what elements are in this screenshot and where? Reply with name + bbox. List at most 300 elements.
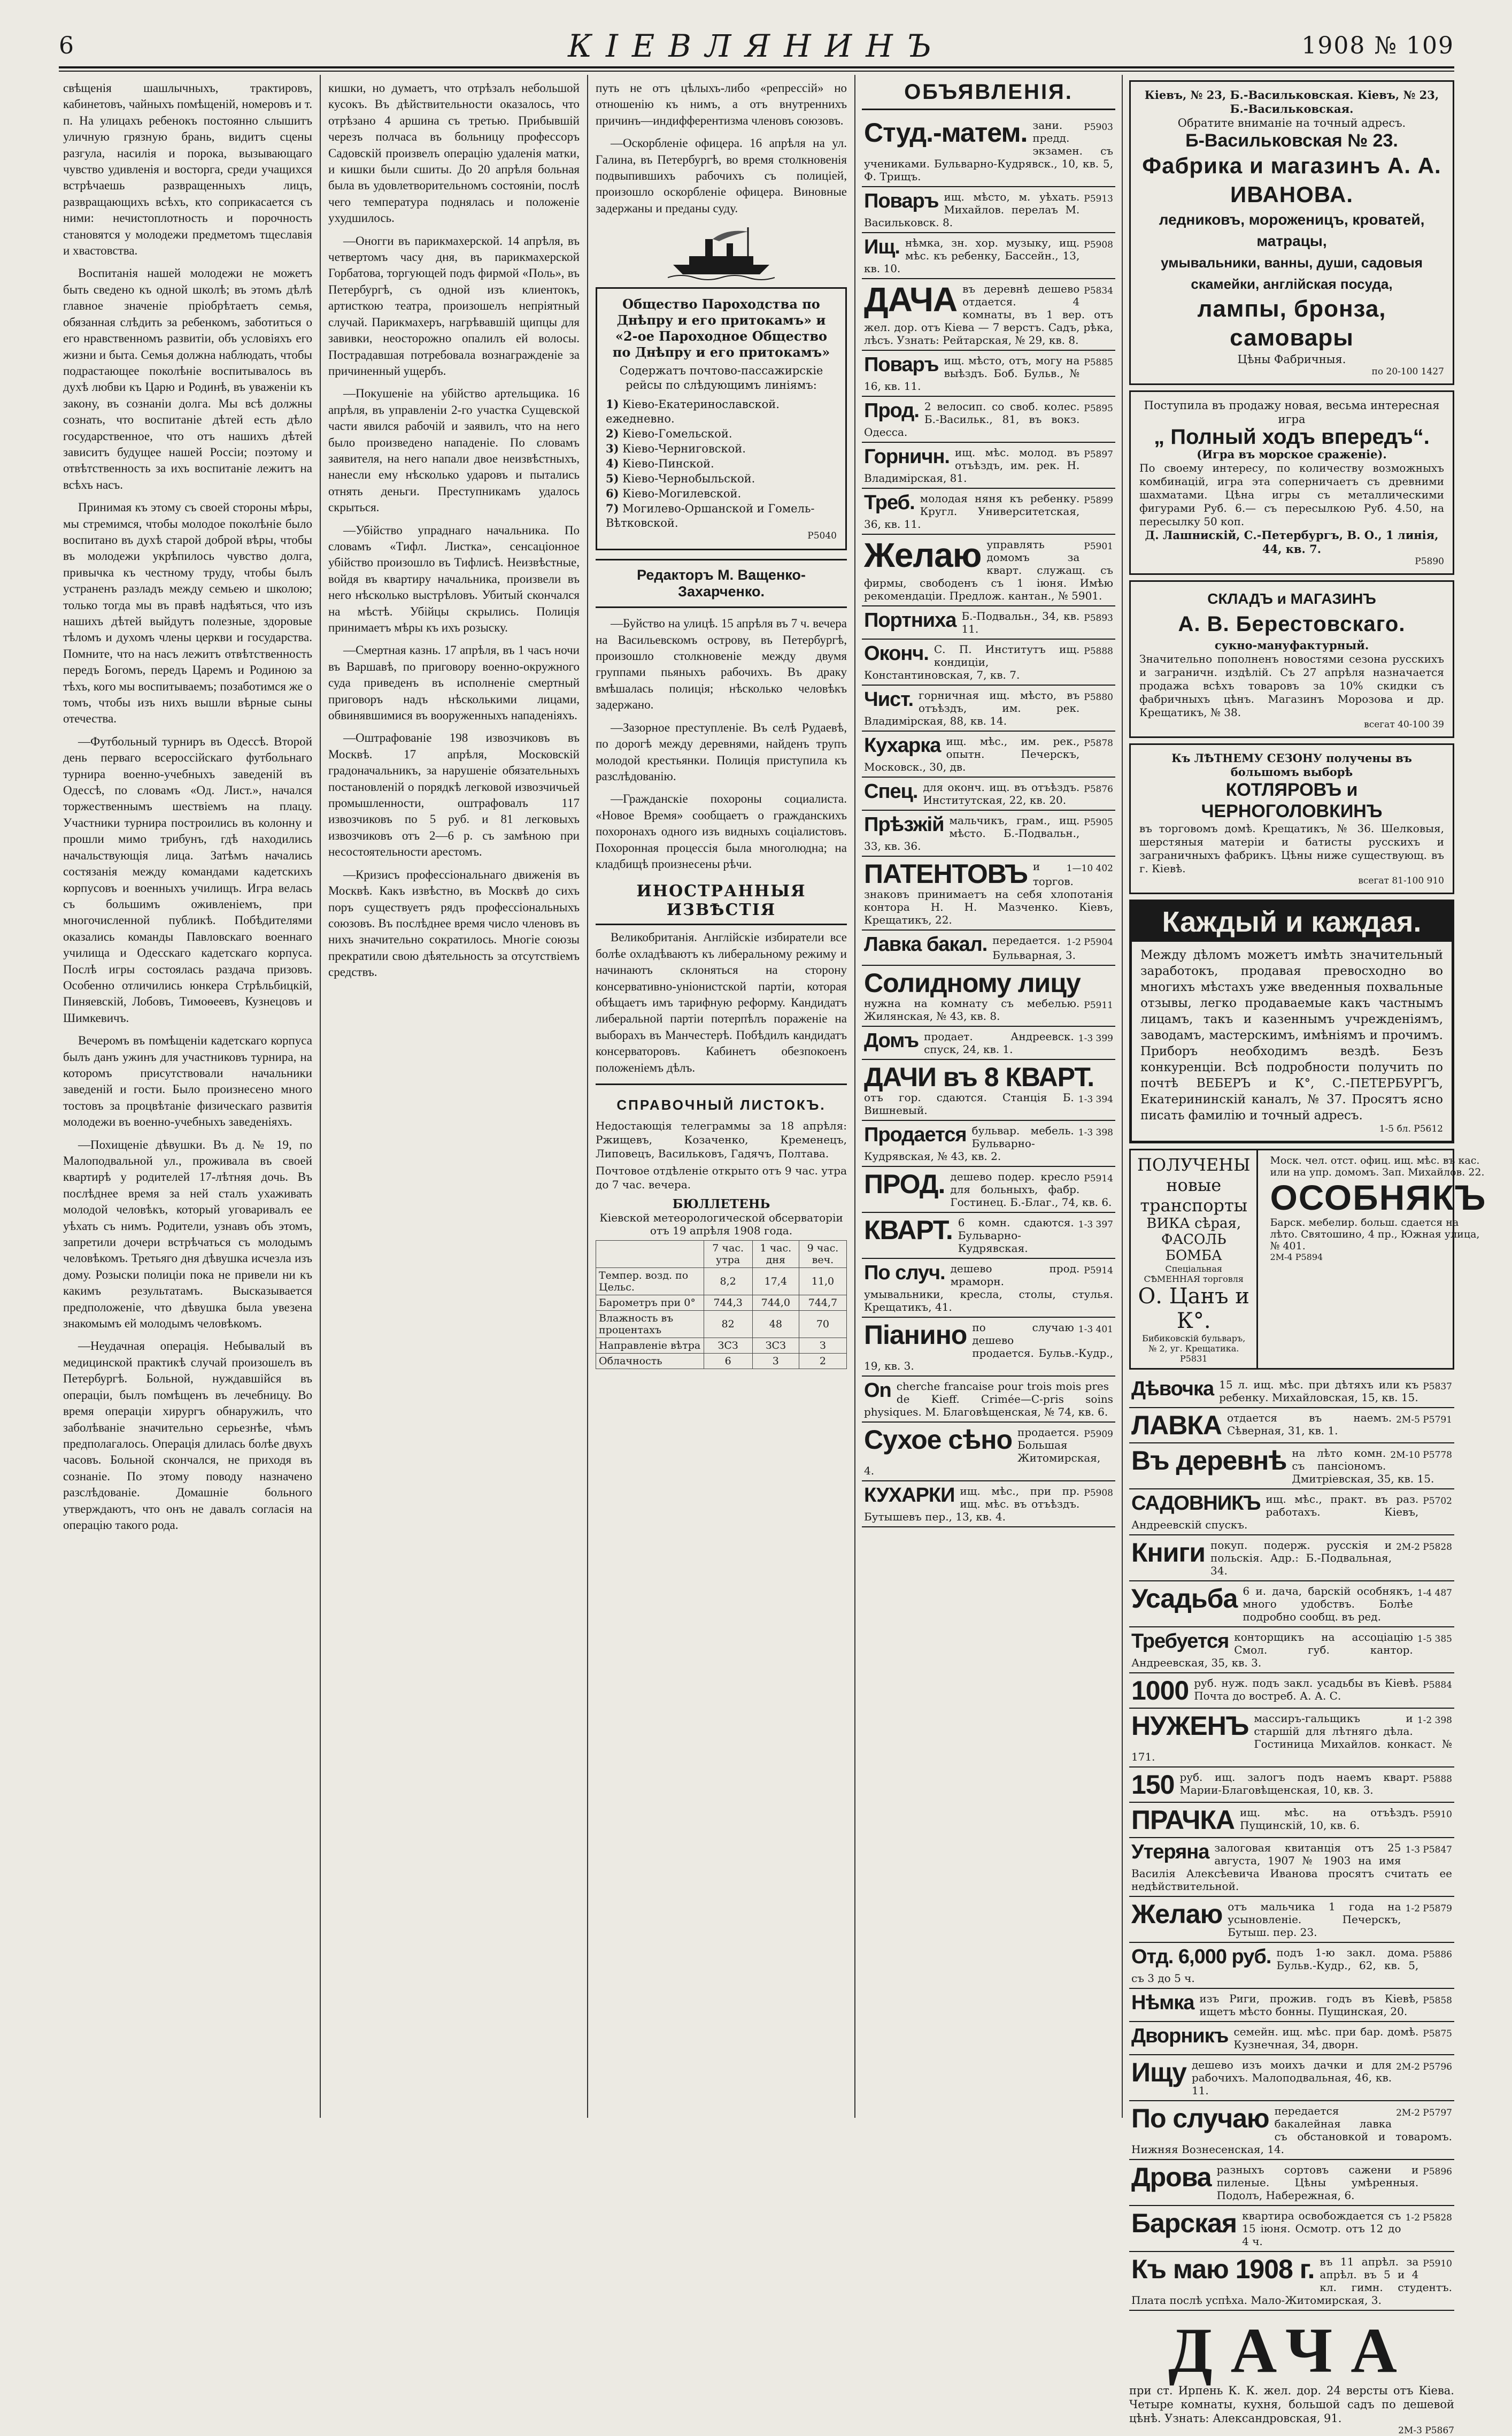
ad-text: 1-2 Р5879 отъ мальчика 1 года на усыновленіе. Печерскъ, Бутыш. пер. 23. — [1228, 1900, 1452, 1939]
ad-text: 2М-2 Р5796 дешево изъ моихъ дачки и для рабочихъ. Малоподвальная, 46, кв. 11. — [1191, 2058, 1452, 2097]
ad-keyword: Дворникъ — [1131, 2025, 1229, 2047]
route-item: 1) Кіево-Екатеринославской. ежедневно. — [606, 397, 780, 426]
article-paragraph: путь не отъ цѣлыхъ-либо «репрессій» но отношенію къ нимъ, а отъ внутреннихъ причинъ—индифферентизма членовъ союзовъ. — [596, 81, 847, 127]
classified-ad — [1129, 2055, 1454, 2101]
kotlyarov-name: КОТЛЯРОВЪ и ЧЕРНОГОЛОВКИНЪ — [1201, 780, 1383, 821]
ad-text: Р5888 руб. ищ. залогъ подъ наемъ кварт. Марии-Благовѣщенская, 10, кв. 3. — [1179, 1771, 1452, 1796]
ad-keyword: Лавка бакал. — [864, 933, 988, 956]
ad-text: 2М-5 Р5791 отдается въ наемъ. Сѣверная, 31, кв. 1. — [1226, 1411, 1452, 1437]
ivanov-firm: Фабрика и магазинъ А. А. ИВАНОВА. — [1142, 153, 1441, 207]
ad-ref: Р5908 — [1084, 240, 1113, 250]
ad-ref: 1-3 401 — [1078, 1324, 1113, 1335]
ad-text: Р5884 руб. нуж. подъ закл. усадьбы въ Кіевѣ. Почта до востреб. А. А. С. — [1194, 1677, 1452, 1702]
berestovsky-ad — [1129, 580, 1454, 738]
ad-text: Р5886 подъ 1-ю закл. дома. Бульв.-Кудр., 62, кв. 5, съ 3 до 5 ч. — [1131, 1946, 1452, 1985]
classified-ad — [862, 489, 1115, 535]
reference-section — [596, 1083, 847, 1369]
game-intro: Поступила въ продажу новая, весьма интересная игра — [1144, 399, 1440, 426]
ad-text: 1-3 398 бульвар. мебель. Бульварно-Кудрявская, № 43, кв. 2. — [864, 1124, 1113, 1163]
ad-ref: 1-4 487 — [1417, 1588, 1452, 1599]
classified-ad — [862, 116, 1115, 187]
ad-keyword: Дрова — [1131, 2162, 1212, 2192]
classified-ad — [862, 732, 1115, 778]
earnings-ad — [1129, 900, 1454, 1143]
weather-row: Темпер. возд. по Цельс. 8,2 17,4 11,0 — [596, 1268, 847, 1295]
column-divider — [320, 75, 321, 2118]
ad-ref: Р5890 — [1415, 556, 1444, 567]
ad-ref: Р5896 — [1423, 2166, 1452, 2177]
ad-ref: по 20-100 1427 — [1371, 366, 1444, 377]
ad-text: Р5910 въ 11 апрѣл. за апрѣл. въ 5 и 4 кл. гимн. студентъ. Плата послѣ успѣха. Мало-Житомирская, 3. — [1131, 2255, 1452, 2307]
page-header — [59, 28, 1454, 64]
classified-ad — [1129, 1489, 1454, 1535]
classified-ad — [1129, 1897, 1454, 1943]
classifieds-column-2 — [1129, 80, 1487, 2436]
ad-keyword: Треб. — [864, 491, 915, 514]
route-item: 7) Могилево-Оршанской и Гомель-Вѣтковской. — [606, 502, 815, 530]
ad-keyword: ДАЧИ въ 8 КВАРТ. — [864, 1062, 1094, 1092]
article-paragraph: —Буйство на улицѣ. 15 апрѣля въ 7 ч. вечера на Васильевскомъ острову, въ Петербургѣ, произошло столкновеніе между двумя группами пьяныхъ рабочихъ. Въ драку вмѣшалась полиція; нѣсколько человѣкъ задержано. — [596, 617, 847, 712]
ad-keyword: Спец. — [864, 780, 918, 803]
article-paragraph: кишки, но думаетъ, что отрѣзалъ небольшой кусокъ. Въ дѣйствительности оказалось, что отрѣзано 4 аршина съ третью. Прибывшій черезъ полчаса въ больницу профессоръ Садовскій произвелъ операцію удаленія матки, и кишки были сшиты. До 20 апрѣля больная была въ удовлетворительномъ состояніи, послѣ чего температура поднялась и положеніе ухудшилось. — [328, 81, 580, 225]
ad-ref: 2М-4 Р5894 — [1270, 1252, 1323, 1262]
ad-keyword: КУХАРКИ — [864, 1484, 955, 1507]
header-rule — [59, 66, 1454, 68]
ad-ref: Р5897 — [1084, 449, 1113, 460]
classified-ad — [862, 1423, 1115, 1481]
article-paragraph: —Оскорбленіе офицера. 16 апрѣля на ул. Галина, въ Петербургѣ, во время столкновенія подвыпившихъ рабочихъ съ полиціей, произошло оскорбленіе офицера. Виновные задержаны и преданы суду. — [596, 136, 847, 215]
weather-row: Барометръ при 0° 744,3 744,0 744,7 — [596, 1295, 847, 1311]
weather-row: Направленіе вѣтра ЗСЗ ЗСЗ З — [596, 1338, 847, 1354]
reference-line: Недостающія телеграммы за 18 апрѣля: Ржищевъ, Козаченко, Кременецъ, Липовецъ, Васильковъ, Гадячъ, Полтава. — [596, 1119, 847, 1160]
column-divider — [1122, 75, 1123, 2118]
berest-name: А. В. Берестовскаго. — [1178, 612, 1406, 636]
ad-ref: 1-3 398 — [1078, 1127, 1113, 1138]
ad-text: Р5905 мальчикъ, грам., ищ. мѣсто. Б.-Подвальн., 33, кв. 36. — [864, 814, 1113, 852]
ad-text: 1-3 397 6 комн. сдаются. Бульварно-Кудрявская. — [958, 1216, 1113, 1255]
ad-ref: Р5858 — [1423, 1995, 1452, 2006]
article-paragraph: Вечеромъ въ помѣщеніи кадетскаго корпуса былъ данъ ужинъ для участниковъ турнира, на которомъ присутствовали начальники заведеній и гости. Было произнесено много тостовъ за процвѣтаніе физическаго развитія молодежи въ военно-учебныхъ заведеніяхъ. — [63, 1034, 312, 1129]
classified-ad — [862, 686, 1115, 732]
ad-text: Р5896 разныхъ сортовъ сажени и пиленые. Цѣны умѣренныя. Подолъ, Набережная, 6. — [1216, 2163, 1452, 2202]
ad-ref: Р5905 — [1084, 817, 1113, 828]
ads-list — [1129, 1375, 1454, 2311]
classified-ad — [862, 606, 1115, 640]
ad-ref: Р5901 — [1084, 541, 1113, 552]
ad-text: 2М-2 Р5828 покуп. подерж. русскія и польскія. Адр.: Б.-Подвальная, 34. — [1210, 1539, 1452, 1577]
ad-text: 1-2 Р5828 квартира освобождается съ 15 іюня. Осмотр. отъ 12 до 4 ч. — [1242, 2209, 1452, 2248]
classified-ad — [1129, 1709, 1454, 1768]
ad-keyword: On — [864, 1379, 891, 1402]
article-paragraph: —Похищеніе дѣвушки. Въ д. № 19, по Малоподвальной ул., проживала въ своей квартирѣ у родителей 17-лѣтняя дочь. Въ послѣднее время за ней сталъ ухаживать молодой человѣкъ, который уговаривалъ ее уѣхать съ нимъ. Родители, узнавъ объ этомъ, запретили дочери встрѣчаться съ молодымъ человѣкомъ. Третьяго дня дѣвушка исчезла изъ дому. Розыски полиціи пока не привели ни къ какимъ результатамъ. Высказывается предположеніе, что дѣвушка была увезена знакомымъ ей молодымъ человѣкомъ. — [63, 1138, 312, 1331]
ad-ref: Р5910 — [1423, 1809, 1452, 1820]
route-list — [606, 397, 837, 531]
ad-text: Р5909 продается. Большая Житомирская, 4. — [864, 1426, 1113, 1477]
notice-subtitle: Содержатъ почтово-пассажирскіе рейсы по слѣдующимъ линіямъ: — [619, 364, 823, 392]
dacha-ad — [1129, 2317, 1454, 2436]
classified-ad — [862, 397, 1115, 443]
classified-ad — [862, 1377, 1115, 1423]
ad-ref: Р5831 — [1179, 1354, 1208, 1364]
ad-keyword: Дѣвочка — [1131, 1378, 1214, 1400]
tsants-line: Спеціальная СѢМЕННАЯ торговля — [1144, 1264, 1244, 1284]
tsants-line: ВИКА сѣрая, ФАСОЛЬ БОМБА — [1146, 1216, 1241, 1264]
game-seller: Д. Лашнискій, С.-Петербургъ, В. О., 1 линія, 44, кв. 7. — [1145, 528, 1439, 556]
classified-ad — [1129, 1768, 1454, 1803]
tsants-name: О. Цанъ и К°. — [1138, 1284, 1249, 1333]
classified-ad — [862, 279, 1115, 351]
tsants-ad — [1131, 1150, 1258, 1368]
ad-ref: Р5895 — [1084, 403, 1113, 414]
ad-text: Р5837 15 л. ищ. мѣс. при дѣтяхъ или къ ребенку. Михайловская, 15, кв. 15. — [1219, 1378, 1452, 1404]
ad-ref: Р5910 — [1423, 2258, 1452, 2269]
notice-ref: Р5040 — [807, 531, 837, 542]
ad-keyword: Оконч. — [864, 642, 929, 665]
ad-ref: Р5908 — [1084, 1488, 1113, 1499]
ad-keyword: ДАЧА — [864, 280, 958, 319]
ad-keyword: Книги — [1131, 1538, 1206, 1567]
ad-text: Р5901 управлять домомъ за кварт. служащ. съ фирмы, свободенъ съ 1 іюня. Имѣю рекомендаціи. Предлож. кантан., № 5901. — [864, 538, 1113, 602]
article-paragraph: —Убійство упраднаго начальника. По словамъ «Тифл. Листка», сенсацiонное убійство произошло въ Тифлисѣ. Неизвѣстные, войдя въ квартиру начальника, произвели въ него нѣсколько выстрѣловъ. Убитый скончался на мѣстѣ. Убійцы скрылись. Полиція принимаетъ мѣры къ ихъ розыску. — [328, 523, 580, 634]
ad-text: Р5899 молодая няня къ ребенку. Кругл. Университетская, 36, кв. 11. — [864, 492, 1113, 531]
classified-ad — [862, 1121, 1115, 1167]
ad-text: Р5910 ищ. мѣс. на отъѣздъ. Пущинскій, 10, кв. 6. — [1239, 1806, 1452, 1832]
ad-ref: 1-3 Р5847 — [1405, 1845, 1452, 1855]
ad-ref: Р5899 — [1084, 495, 1113, 506]
ad-ref: всегат 81-100 910 — [1358, 875, 1444, 886]
ad-keyword: 1000 — [1131, 1676, 1189, 1705]
ad-text: 1-3 401 по случаю дешево продается. Бульв.-Кудр., 19, кв. 3. — [864, 1321, 1113, 1372]
ad-text: Р5913 ищ. мѣсто, м. уѣхать. Михайлов. перелаъ М. Васильковск. 8. — [864, 190, 1113, 229]
ad-ref: всегат 40-100 39 — [1364, 719, 1444, 730]
ad-keyword: Чист. — [864, 688, 914, 711]
ad-text: Р5908 нѣмка, зн. хор. музыку, ищ. мѣс. къ ребенку, Бассейн., 13, кв. 10. — [864, 236, 1113, 275]
ad-text: 1—10 402 и торгов. знаковъ принимаетъ на себя хлопотанія контора Н. Н. Мазченко. Кіевъ, Крещатикъ, 22. — [864, 860, 1113, 926]
classified-ad — [862, 811, 1115, 857]
route-item: 5) Кіево-Чернобыльской. — [606, 472, 755, 486]
bulletin-heading: БЮЛЛЕТЕНЬ — [672, 1197, 770, 1211]
ad-keyword: Къ маю 1908 г. — [1131, 2254, 1315, 2284]
ad-ref: Р5913 — [1084, 194, 1113, 204]
ad-keyword: Горничн. — [864, 445, 950, 468]
classifieds-column-1 — [862, 80, 1115, 1527]
ad-ref: 2М-3 Р5867 — [1398, 2425, 1454, 2436]
ad-ref: Р5909 — [1084, 1429, 1113, 1440]
ad-keyword: Поваръ — [864, 354, 939, 376]
weather-row: Влажность въ процентахъ 82 48 70 — [596, 1311, 847, 1338]
tsants-address: Бибиковскій бульваръ, № 2, уг. Крещатика. — [1142, 1333, 1246, 1354]
ivanov-prices: Цѣны Фабричныя. — [1237, 353, 1346, 366]
classified-ad — [862, 966, 1115, 1027]
ad-ref: Р5878 — [1084, 738, 1113, 749]
ad-text: 1-4 487 6 и. дача, барскій особнякъ, много удобствъ. Болѣе подробно сообщ. въ ред. — [1243, 1585, 1452, 1623]
ad-ref: Р5702 — [1423, 1496, 1452, 1507]
ivanov-ad — [1129, 80, 1454, 385]
ad-keyword: Утеряна — [1131, 1841, 1209, 1863]
ad-text: 1-3 399 продает. Андреевск. спуск, 24, кв. 1. — [924, 1030, 1113, 1056]
ad-text: Р5876 для оконч. ищ. въ отъѣздъ. Институтская, 22, кв. 20. — [923, 781, 1113, 806]
ad-ref: Р5837 — [1423, 1381, 1452, 1392]
osobnyak-pre: Моск. чел. отст. офиц. ищ. мѣс. въ кас. или на упр. домомъ. Зап. Михайлов. 22. — [1270, 1155, 1485, 1178]
ad-text: cherche francaise pour trois mois pres de Kieff. Crimée—С-pris soins physiques. М. Благовѣщенская, № 74, кв. 6. — [864, 1380, 1113, 1418]
classified-ad — [862, 1318, 1115, 1377]
steamship-notice — [596, 287, 847, 550]
ad-ref: Р5911 — [1084, 1000, 1113, 1011]
game-subtitle: (Игра въ морское сраженіе). — [1197, 448, 1387, 461]
ivanov-address: Кіевъ, № 23, Б.-Васильковская. Кіевъ, № 23, Б.-Васильковская. — [1144, 88, 1439, 116]
page-number: 6 — [59, 32, 74, 59]
ad-ref: Р5884 — [1423, 1680, 1452, 1690]
ad-ref: Р5888 — [1423, 1774, 1452, 1785]
ad-text: 1-5 385 конторщикъ на ассоціацію Смол. губ. кантор. Андреевская, 35, кв. 3. — [1131, 1631, 1452, 1669]
ad-text: Р5885 ищ. мѣсто, отъ, могу на выѣздъ. Боб. Бульв., № 16, кв. 11. — [864, 354, 1113, 393]
game-ad — [1129, 390, 1454, 575]
classified-ad — [862, 1259, 1115, 1318]
ad-ref: Р5893 — [1084, 613, 1113, 624]
ivanov-line: умывальники, ванны, души, садовыя скамейки, англійская посуда, — [1161, 255, 1423, 292]
article-paragraph: свѣщенія шашлычныхъ, трактировъ, кабинетовъ, чайныхъ помѣщеній, номеровъ и т. п. На улицахъ ребенокъ постоянно слышитъ уличную грязную брань, видитъ сцены разгула, насилія и порока, вызывающаго чувство удивленія и восторга, среди учащихся встрѣчаешь развращенныхъ лицъ, развращающихъ всѣхъ, кто соприкасается съ ними: нечистоплотность и порочность становятся у молодежи предметомъ тщеславія и хвастовства. — [63, 81, 312, 258]
ad-ref: Р5876 — [1084, 784, 1113, 795]
osobnyak-body: Барск. мебелир. больш. сдается на лѣто. Святошино, 4 пр., Южная улица, № 401. — [1270, 1217, 1480, 1252]
ad-text: 2М-10 Р5778 на лѣто комн. съ пансіономъ. Дмитріевская, 35, кв. 15. — [1292, 1447, 1452, 1485]
ad-text: 1-3 394 отъ гор. сдаются. Станція Б. Вишневый. — [864, 1091, 1113, 1117]
article-column-1 — [63, 80, 312, 1540]
ad-ref: Р5834 — [1084, 286, 1113, 296]
classified-ad — [862, 443, 1115, 489]
ad-keyword: По случаю — [1131, 2103, 1269, 2133]
ad-ref: 1-5 бл. Р5612 — [1379, 1124, 1443, 1134]
reference-heading: СПРАВОЧНЫЙ ЛИСТОКЪ. — [616, 1097, 826, 1113]
ad-keyword: Портниха — [864, 609, 956, 632]
ad-keyword: 150 — [1131, 1770, 1175, 1800]
ad-ref: 1-3 399 — [1078, 1033, 1113, 1044]
ad-text: Р5834 въ деревнѣ дешево отдается. 4 комнаты, въ 1 вер. отъ жел. дор. отъ Кіева — 7 верстъ. Садъ, рѣка, лѣсъ. Узнать: Рейтарская, № 29, кв. 8. — [864, 282, 1113, 347]
classified-ad — [1129, 2252, 1454, 2311]
ad-ref: 1—10 402 — [1066, 863, 1113, 874]
ad-text: 2М-2 Р5797 передается бакалейная лавка съ обстановкой и товаромъ. Нижняя Вознесенская, 14. — [1131, 2104, 1452, 2156]
classified-ad — [1129, 1408, 1454, 1443]
ad-text: Р5875 семейн. ищ. мѣс. при бар. домѣ. Кузнечная, 34, дворн. — [1233, 2025, 1452, 2051]
ad-text: 1-2 Р5904 передается. Бульварная, 3. — [992, 934, 1113, 962]
classified-ad — [1129, 1535, 1454, 1581]
ad-keyword: Поваръ — [864, 190, 939, 212]
ivanov-note: Обратите вниманіе на точный адресъ. — [1177, 117, 1406, 129]
ad-keyword: ПРОД. — [864, 1169, 945, 1199]
osobnyak-word: ОСОБНЯКЪ — [1270, 1178, 1487, 1217]
ad-keyword: Кухарка — [864, 734, 941, 757]
issue-number: 1908 № 109 — [1301, 32, 1454, 59]
ad-keyword: Желаю — [864, 536, 982, 574]
article-paragraph: —Оштрафованіе 198 извозчиковъ въ Москвѣ. 17 апрѣля, Московскій градоначальникъ, за нарушеніе обязательныхъ постановленій о порядкѣ легковой извозчичьей промышленности, оштрафовалъ 117 извозчиковъ по 5 руб. и 81 легковыхъ извозчиковъ отъ 2—6 р. съ замѣною при несостоятельности арестомъ. — [328, 731, 580, 859]
column-divider — [587, 75, 588, 2118]
ad-text: Р5880 горничная ищ. мѣсто, въ отъѣздъ, им. рек. Владимірская, 88, кв. 14. — [864, 689, 1113, 727]
kotlyarov-body: въ торговомъ домѣ. Крещатикъ, № 36. Шелковыя, шерстяныя матеріи и батисты русскихъ и заграничныхъ фабрикъ. Цѣны ниже существующ. въ г. Кіевѣ. — [1139, 822, 1444, 875]
article-paragraph: —Смертная казнь. 17 апрѣля, въ 1 часъ ночи въ Варшавѣ, по приговору военно-окружного суда приведенъ въ исполненіе смертный приговоръ надъ нѣсколькими лицами, обвинявшимися въ вооруженныхъ нападеніяхъ. — [328, 643, 580, 723]
column-divider — [854, 75, 855, 2118]
game-body: По своему интересу, по количеству возможныхъ комбинацій, игра эта соперничаетъ съ древними шахматами. Цѣна игры съ металлическими фигурами Руб. 6.— съ пересылкою Руб. 4.50, на пересылку 50 коп. — [1139, 462, 1444, 528]
route-item: 4) Кіево-Пинской. — [606, 457, 714, 471]
classified-ad — [862, 1481, 1115, 1527]
ad-ref: 2М-5 Р5791 — [1396, 1415, 1452, 1425]
ad-keyword: САДОВНИКЪ — [1131, 1492, 1261, 1515]
berest-line: сукно-мануфактурный. — [1214, 639, 1369, 652]
classified-ad — [862, 1213, 1115, 1259]
dacha-word: ДАЧА — [1168, 2315, 1415, 2386]
ad-text: 1-3 Р5847 залоговая квитанція отъ 25 августа, 1907 № 1903 на имя Василія Алексѣевича Иванова просятъ считать ее недѣйствительной. — [1131, 1841, 1452, 1893]
ad-keyword: Въ деревнѣ — [1131, 1446, 1287, 1476]
ad-keyword: КВАРТ. — [864, 1215, 953, 1245]
ad-keyword: Ищу — [1131, 2057, 1186, 2087]
ad-text: Р5897 ищ. мѣс. молод. въ отъѣздъ, им. рек. Н. Владимірская, 81. — [864, 446, 1113, 485]
classified-ad — [1129, 1443, 1454, 1489]
ad-ref: 1-3 394 — [1078, 1094, 1113, 1105]
ad-keyword: Нѣмка — [1131, 1992, 1194, 2014]
ad-text: Р5914 дешево подер. кресло для больныхъ, фабр. Гостинец. Б.-Благ., 74, кв. 6. — [950, 1170, 1113, 1209]
article-column-2 — [328, 80, 580, 987]
ad-ref: 2М-10 Р5778 — [1390, 1450, 1452, 1461]
ad-keyword: ЛАВКА — [1131, 1410, 1222, 1440]
ad-keyword: Студ.-матем. — [864, 118, 1028, 148]
classified-ad — [862, 640, 1115, 686]
classified-ad — [862, 931, 1115, 966]
ad-keyword: Продается — [864, 1124, 967, 1146]
two-ad-row — [1129, 1149, 1487, 1370]
tsants-line: ПОЛУЧЕНЫ новые транспорты — [1137, 1155, 1251, 1216]
header-rule-thin — [59, 71, 1454, 72]
route-item: 2) Кіево-Гомельской. — [606, 427, 732, 441]
steamship-icon — [668, 223, 775, 282]
weather-hour: 9 час. веч. — [799, 1241, 846, 1268]
weather-hour: 7 час. утра — [704, 1241, 752, 1268]
earnings-body: Между дѣломъ можетъ имѣть значительный заработокъ, продавая превосходно во многихъ мѣстахъ уже введенныя похвальные отзывы, легко продаваемые какъ частнымъ лицамъ, такъ и казеннымъ учрежденіямъ, заводамъ, мастерскимъ, имѣніямъ и прочимъ. Приборъ необходимъ вездѣ. Безъ конкуренціи. Всѣ подробности получить по почтѣ ВЕБЕРЪ и К°, С.-ПЕТЕРБУРГЪ, Екатерининскій каналъ, № 37. Просятъ ясно писать фамилію и точный адресъ. — [1140, 948, 1443, 1123]
article-paragraph: —Футбольный турниръ въ Одессѣ. Второй день перваго всероссійскаго футбольнаго турнира военно-учебныхъ заведеній въ Одессѣ, по словамъ «Од. Лист.», начался торжественнымъ шествіемъ на плацу. Участники турнира построились въ колонну и прошли мимо трибунъ, гдѣ находились начальствующія лица. Затѣмъ начались состязанія между командами кадетскихъ корпусовъ и военныхъ училищъ. Игра велась съ большимъ оживленіемъ, при многочисленной публикѣ. Побѣдителями оказались команды Павловскаго военнаго училища и Одесскаго кадетскаго корпуса. Послѣ игры состоялась раздача призовъ. Особенно отличились юнкера Стрѣльбицкій, Пиняевскій, Лобовъ, Тимоѳеевъ, Кузнецовъ и Шимкевичъ. — [63, 734, 312, 1025]
ad-keyword: Ищ. — [864, 236, 900, 258]
classified-ad — [862, 233, 1115, 279]
ad-keyword: Желаю — [1131, 1899, 1223, 1929]
ad-ref: 1-2 398 — [1417, 1715, 1452, 1726]
article-column-3 — [596, 80, 847, 1369]
ad-text: Р5888 С. П. Институтъ ищ. кондиціи, Константиновская, 7, кв. 7. — [864, 643, 1113, 681]
classified-ad — [1129, 1943, 1454, 1989]
ad-text: Р5903 зани. предд. экзамен. съ учениками. Бульварно-Кудрявск., 10, кв. 5, Ф. Трищъ. — [864, 119, 1113, 183]
ad-ref: 1-2 Р5828 — [1405, 2212, 1452, 2223]
ad-keyword: Прѣзжій — [864, 813, 944, 836]
classified-ad — [1129, 1673, 1454, 1709]
ivanov-street: Б-Васильковская № 23. — [1185, 130, 1398, 151]
ad-ref: Р5914 — [1084, 1173, 1113, 1184]
route-item: 3) Кіево-Черниговской. — [606, 442, 746, 456]
classified-ad — [1129, 2101, 1454, 2160]
ad-keyword: По случ. — [864, 1262, 945, 1284]
editor-line: Редакторъ М. Ващенко-Захарченко. — [596, 559, 847, 608]
ad-ref: Р5886 — [1423, 1949, 1452, 1960]
foreign-news-text: Великобританія. Англійскіе избиратели все болѣе охладѣваютъ къ либеральному режиму и начинаютъ склоняться на сторону консервативно-уніонистской партіи, которая обѣщаетъ имъ тарифную реформу. Кандидатъ либеральной партіи потерпѣлъ пораженіе на выборахъ въ Манчестерѣ. Побѣдилъ кандидатъ консерваторовъ. Кабинетъ обезпокоенъ положеніемъ дѣлъ. — [596, 931, 847, 1074]
ad-ref: 2М-2 Р5796 — [1396, 2062, 1452, 2072]
ad-text: Р5911 нужна на комнату съ мебелью. Жилянская, № 43, кв. 8. — [864, 997, 1113, 1023]
weather-header-row — [596, 1241, 847, 1268]
weather-row: Облачность 6 3 2 — [596, 1354, 847, 1369]
ad-ref: Р5880 — [1084, 692, 1113, 703]
berest-line: СКЛАДЪ и МАГАЗИНЪ — [1207, 590, 1376, 607]
ads-list — [862, 116, 1115, 1527]
ivanov-line: ледниковъ, мороженицъ, кроватей, матрацы, — [1159, 211, 1425, 249]
classified-ad — [862, 1027, 1115, 1060]
article-paragraph: —Оногги въ парикмахерской. 14 апрѣля, въ четвертомъ часу дня, въ парикмахерской Горбатова, торгующей подъ фирмой «Поль», въ Петербургѣ, съ одной изъ клиентокъ, артисткою театра, произошелъ непріятный случай. Парикмахеръ, нагрѣвавшій щипцы для завивки, неосторожно опалилъ ей волосы. Пострадавшая потребовала вознагражденіе за причиненный ущербъ. — [328, 234, 580, 378]
ad-ref: 1-3 397 — [1078, 1219, 1113, 1230]
classified-ad — [862, 1060, 1115, 1121]
ad-text: Р5914 дешево прод. мраморн. умывальники, кресла, столы, стулья. Крещатикъ, 41. — [864, 1262, 1113, 1313]
classified-ad — [1129, 1838, 1454, 1897]
ad-ref: Р5885 — [1084, 357, 1113, 368]
article-paragraph: —Кризисъ профессіональнаго движенія въ Москвѣ. Какъ извѣстно, въ Москвѣ до сихъ поръ существуетъ рядъ профессіональныхъ союзовъ. Въ послѣднее время число членовъ въ нихъ значительно сократилось. Многіе союзы прекратили свою дѣятельность за отсутствіемъ средствъ. — [328, 867, 580, 979]
osobnyak-ad — [1263, 1150, 1493, 1368]
classified-ad — [862, 187, 1115, 233]
classified-ad — [1129, 2022, 1454, 2055]
game-name: „ Полный ходъ впередъ“. — [1154, 425, 1430, 449]
ad-text: Р5895 2 велосип. со своб. колес. Б.-Васильк., 81, въ вокз. Одесса. — [864, 400, 1113, 439]
route-item: 6) Кіево-Могилевской. — [606, 487, 742, 501]
article-paragraph: Воспитанія нашей молодежи не можетъ быть сведено къ одной школѣ; въ этомъ дѣлѣ главное значеніе пріобрѣтаетъ семья, обязанная слѣдить за ребенкомъ, заботиться о его нравственномъ развитіи, объ условіяхъ его жизни и быта. Семья должна наблюдать, чтобы подрастающее поколѣніе воспитывалось въ духѣ любви къ Царю и Родинѣ, въ уваженіи къ закону, въ сознаніи долга. Мы всѣ должны сознать, что воспитаніе дѣтей есть дѣло государственное, что отъ нашихъ дѣтей зависитъ будущее нашей Россіи; поэтому и отвѣтственность за ихъ воспитаніе лежитъ на всѣхъ насъ. — [63, 266, 312, 491]
article-paragraph: —Покушеніе на убійство артельщика. 16 апрѣля, въ управленіи 2-го участка Сущевской части явился рабочій и заявилъ, что на него было произведено нападеніе. По словамъ заявителя, на него напали двое неизвѣстныхъ, нанесли ему нѣсколько ударовъ и пытались отнять деньги. Преступникамъ удалось скрыться. — [328, 387, 580, 514]
classified-ad — [862, 351, 1115, 397]
ad-ref: 1-5 385 — [1417, 1634, 1452, 1645]
ad-ref: Р5903 — [1084, 122, 1113, 133]
ad-text: Р5858 изъ Риги, прожив. годъ въ Кіевѣ, ищетъ мѣсто бонны. Пущинская, 20. — [1199, 1992, 1452, 2018]
ad-ref: Р5914 — [1084, 1265, 1113, 1276]
classified-ad — [1129, 1989, 1454, 2022]
weather-hour: 1 час. дня — [752, 1241, 799, 1268]
newspaper-title: КІЕВЛЯНИНЪ — [568, 28, 945, 64]
ad-keyword: Солидному лицу — [864, 968, 1081, 998]
ad-ref: 1-2 Р5904 — [1066, 937, 1113, 948]
classified-ad — [862, 535, 1115, 606]
dacha-body: при ст. Ирпень К. К. жел. дор. 24 версты отъ Кіева. Четыре комнаты, кухня, большой садъ по дешевой цѣнѣ. Узнать: Александровская, 91. — [1129, 2384, 1454, 2425]
notice-heading: Общество Пароходства по Днѣпру и его притокамъ» и «2-ое Пароходное Общество по Днѣпру и его притокамъ» — [612, 296, 830, 360]
ad-text: Р5702 ищ. мѣс., практ. въ раз. работахъ. Кіевъ, Андреевскій спускъ. — [1131, 1493, 1452, 1531]
ad-keyword: ПАТЕНТОВЪ — [864, 859, 1028, 889]
ad-ref: Р5888 — [1084, 646, 1113, 657]
ad-text: Р5893 Б.-Подвальн., 34, кв. 11. — [961, 610, 1113, 635]
ad-keyword: Усадьба — [1131, 1584, 1238, 1613]
foreign-news-heading: ИНОСТРАННЫЯ ИЗВѢСТІЯ — [596, 882, 847, 925]
article-paragraph: —Неудачная операція. Небывалый въ медицинской практикѣ случай произошелъ въ Петербургѣ. Больной, нуждавшійся въ операціи, былъ помѣщенъ въ лечебницу. Во время операціи хирургъ обнаружилъ, что заболѣваніе значительно серьезнѣе, чѣмъ предполагалось. Операція длилась болѣе двухъ часовъ. Больной скончался, не приходя въ сознаніе. По этому поводу назначено разслѣдованіе. Домашніе больного утверждаютъ, что онъ не давалъ согласія на операцію такого рода. — [63, 1339, 312, 1532]
classified-ad — [1129, 2206, 1454, 2252]
ad-ref: 2М-2 Р5828 — [1396, 1542, 1452, 1553]
ad-ref: 2М-2 Р5797 — [1396, 2108, 1452, 2118]
ad-text: Р5908 ищ. мѣс., при пр. ищ. мѣс. въ отъѣздъ. Бутышевъ пер., 13, кв. 4. — [864, 1485, 1113, 1523]
ad-ref: 1-2 Р5879 — [1405, 1903, 1452, 1914]
classified-ad — [862, 1167, 1115, 1213]
earnings-heading: Каждый и каждая. — [1132, 902, 1452, 942]
article-paragraph: Принимая къ этому съ своей стороны мѣры, мы стремимся, чтобы молодое поколѣніе было воспитано въ духѣ старой доброй вѣры, чтобы въ молодежи укрѣпилось чувство долга, привычка къ честному труду, чтобы былъ устраненъ разладъ между семьею и школою; только тогда мы въ правѣ надѣяться, что изъ нашихъ дѣтей выйдутъ полезные, здоровые тѣломъ и духомъ члены церкви и государства. Помните, что на насъ лежитъ отвѣтственность передъ Богомъ, передъ Царемъ и Родиною за тѣхъ, кого мы воспитываемъ; позаботимся же о томъ, чтобы изъ нихъ вышли вѣрные сыны отечества. — [63, 501, 312, 726]
classified-ad — [1129, 1627, 1454, 1673]
ads-heading: ОБЪЯВЛЕНІЯ. — [862, 80, 1115, 110]
reference-line: Почтовое отдѣленіе открыто отъ 9 час. утра до 7 час. вечера. — [596, 1164, 847, 1191]
berest-body: Значительно пополненъ новостями сезона русскихъ и заграничн. издѣлій. Съ 27 апрѣля назначается продажа всѣхъ товаровъ за 10% скидки съ фабричныхъ цѣнъ. Магазинъ Морозова и др. Крещатикъ, № 38. — [1139, 652, 1444, 719]
ad-text: Р5878 ищ. мѣс., им. рек., опытн. Печерскъ, Московск., 30, дв. — [864, 735, 1113, 773]
bulletin-subtitle: Кіевской метеорологической обсерваторіи отъ 19 апрѣля 1908 года. — [599, 1211, 843, 1237]
ad-keyword: НУЖЕНЪ — [1131, 1711, 1249, 1741]
ad-keyword: Отд. 6,000 руб. — [1131, 1946, 1271, 1968]
ad-keyword: ПРАЧКА — [1131, 1805, 1235, 1835]
classified-ad — [862, 857, 1115, 931]
kotlyarov-intro: Къ ЛѢТНЕМУ СЕЗОНУ получены въ большомъ выборѣ — [1171, 751, 1412, 779]
ad-keyword: Барская — [1131, 2208, 1237, 2238]
ad-keyword: Прод. — [864, 399, 919, 422]
classified-ad — [1129, 1375, 1454, 1408]
ad-keyword: Требуется — [1131, 1630, 1229, 1653]
classified-ad — [862, 778, 1115, 811]
